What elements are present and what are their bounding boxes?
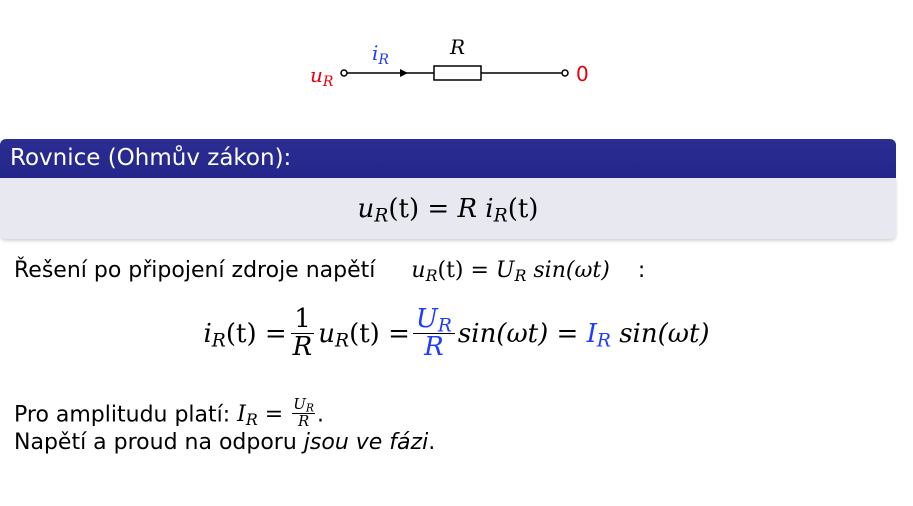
source-equation: $u_R(t) = U_R$ sin(ωt) — [411, 258, 610, 285]
voltage-label: $u_R$ — [310, 63, 334, 90]
amplitude-fraction: $\frac{U_R}{R}$ — [293, 395, 315, 430]
current-arrow-icon — [400, 69, 408, 77]
block-body — [0, 178, 896, 239]
circuit-svg — [300, 30, 620, 100]
block-title: Rovnice (Ohmův zákon): — [0, 139, 896, 178]
solution-line — [14, 258, 645, 283]
solution-text: Řešení po připojení zdroje napětí — [14, 258, 376, 283]
phase-text: Napětí a proud na odporu — [14, 430, 304, 455]
resistor-label: R — [450, 35, 466, 59]
solution-colon: : — [637, 258, 646, 283]
equation-block — [0, 139, 896, 239]
right-terminal — [562, 70, 568, 76]
ohm-equation: $u_R(t) = R$ $i_R(t)$ — [357, 193, 539, 227]
current-equation: $i_R(t)$ = $\frac{1}{R}$ $u_R(t)$ = $\frac{U_R}{R}$ $\sin(\omega t) = I_R$ sin(ωt) — [203, 304, 710, 363]
current-label: $i_R$ — [372, 41, 389, 68]
amplitude-text: Pro amplitudu platí: — [14, 402, 238, 428]
fraction-ur-over-r: $\frac{U_R}{R}$ — [413, 306, 455, 362]
amplitude-line: Pro amplitudu platí: $I_R$ = $\frac{U_R}{R}$ . — [14, 395, 325, 430]
resistor — [434, 66, 481, 80]
ground-label: 0 — [576, 62, 589, 86]
circuit-diagram — [300, 30, 620, 100]
phase-italic: jsou ve fázi — [303, 430, 429, 455]
left-terminal — [341, 70, 347, 76]
fraction-one-over-r: $\frac{1}{R}$ — [292, 304, 313, 363]
phase-line: Napětí a proud na odporu jsou ve fázi. — [14, 430, 436, 455]
